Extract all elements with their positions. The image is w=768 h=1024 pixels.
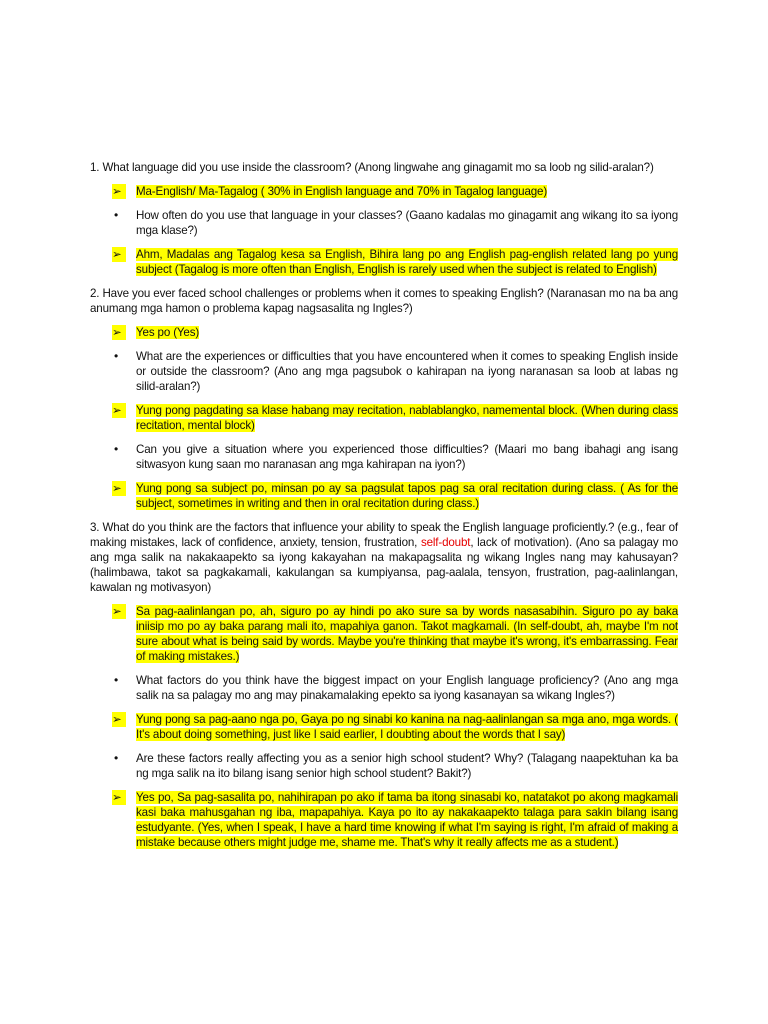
answer-item <box>90 184 678 199</box>
sub-question-item <box>90 208 678 238</box>
round-bullet-icon: • <box>114 208 119 222</box>
question-3 <box>90 520 678 595</box>
question-3-text-b: , lack of motivation). (Ano sa palagay mo ang mga salik na nakakaapekto sa iyong kakayahan na makapagsalita ng wikang Ingles nang may kahusayan? (halimbawa, takot sa pagkakamali, kakulangan sa kumpiyansa, pag-aalala, tensyon, frustration, pag-aalinlangan, kawalan ng motivasyon) <box>90 536 678 594</box>
arrowhead-bullet-icon: ➢ <box>112 790 126 805</box>
round-bullet-icon: • <box>114 673 119 687</box>
question-2: 2. Have you ever faced school challenges or problems when it comes to speaking English? (Naranasan mo na ba ang anumang mga hamon o problema kapag nagsasalita ng Ingles?) <box>90 287 678 315</box>
sub-question-text: What factors do you think have the biggest impact on your English language proficiency? (Ano ang mga salik na sa palagay mo ang may pinakamalaking epekto sa iyong kasanayan sa wikang Ingles?) <box>136 674 678 702</box>
answer-item <box>90 604 678 664</box>
question-3-text-a: 3. What do you think are the factors that influence your ability to speak the English language proficiently.? (e.g., fear of making mistakes, lack of confidence, anxiety, tension, frustration, <box>90 521 678 549</box>
arrowhead-bullet-icon: ➢ <box>112 403 126 418</box>
arrowhead-bullet-icon: ➢ <box>112 481 126 496</box>
sub-question-text: How often do you use that language in your classes? (Gaano kadalas mo ginagamit ang wikang ito sa iyong mga klase?) <box>136 209 678 237</box>
sub-question-text: What are the experiences or difficulties that you have encountered when it comes to speaking English inside or outside the classroom? (Ano ang mga pagsubok o kahirapan na iyong naranasan sa loob at labas ng silid-aralan?) <box>136 350 678 393</box>
answer-item <box>90 712 678 742</box>
answer-text: Ma-English/ Ma-Tagalog ( 30% in English language and 70% in Tagalog language) <box>136 185 548 198</box>
arrowhead-bullet-icon: ➢ <box>112 325 126 340</box>
answer-text: Yung pong sa subject po, minsan po ay sa pagsulat tapos pag sa oral recitation during class. ( As for the subject, sometimes in writing and then in oral recitation during class.) <box>136 482 678 510</box>
answer-text: Yes po, Sa pag-sasalita po, nahihirapan po ako if tama ba itong sinasabi ko, natatakot po akong magkamali kasi baka mahusgahan ng iba, mapapahiya. Kaya po ito ay nakakaapekto talaga para sakin bilang isang estudyante. (Yes, when I speak, I have a hard time knowing if what I'm saying is right, I'm afraid of making a mistake because others might judge me, shame me. That's why it really affects me as a student.) <box>136 791 678 849</box>
sub-question-text: Are these factors really affecting you as a senior high school student? Why? (Talagang naapektuhan ka ba ng mga salik na ito bilang isang senior high school student? Bakit?) <box>136 752 678 780</box>
sub-question-item <box>90 442 678 472</box>
arrowhead-bullet-icon: ➢ <box>112 604 126 619</box>
question-1: 1. What language did you use inside the classroom? (Anong lingwahe ang ginagamit mo sa loob ng silid-aralan?) <box>90 161 654 174</box>
arrowhead-bullet-icon: ➢ <box>112 712 126 727</box>
answer-item <box>90 247 678 277</box>
answer-item <box>90 403 678 433</box>
round-bullet-icon: • <box>114 442 119 456</box>
interview-transcript <box>90 160 678 859</box>
answer-text: Sa pag-aalinlangan po, ah, siguro po ay hindi po ako sure sa by words nasasabihin. Siguro po ay baka iniisip mo po ay baka parang mali ito, mapahiya ganon. Takot magkamali. (In self-doubt, ah, maybe I'm not sure about what is being said by words. Maybe you're thinking that maybe it's wrong, it's embarrassing. Fear of making mistakes.) <box>136 605 678 663</box>
answer-item <box>90 481 678 511</box>
answer-text: Yung pong sa pag-aano nga po, Gaya po ng sinabi ko kanina na nag-aalinlangan sa mga ano, mga words. ( It's about doing something, just like I said earlier, I doubting about the words that I say) <box>136 713 678 741</box>
answer-item <box>90 790 678 850</box>
sub-question-item <box>90 751 678 781</box>
answer-text: Ahm, Madalas ang Tagalog kesa sa English, Bihira lang po ang English pag-english related lang po yung subject (Tagalog is more often than English, English is rarely used when the subject is related to English) <box>136 248 678 276</box>
question-3-red-term: self-doubt <box>420 536 471 549</box>
arrowhead-bullet-icon: ➢ <box>112 247 126 262</box>
answer-text: Yung pong pagdating sa klase habang may recitation, nablablangko, namemental block. (When during class recitation, mental block) <box>136 404 678 432</box>
answer-item <box>90 325 678 340</box>
sub-question-item <box>90 349 678 394</box>
sub-question-item <box>90 673 678 703</box>
round-bullet-icon: • <box>114 349 119 363</box>
arrowhead-bullet-icon: ➢ <box>112 184 126 199</box>
round-bullet-icon: • <box>114 751 119 765</box>
sub-question-text: Can you give a situation where you experienced those difficulties? (Maari mo bang ibahagi ang isang sitwasyon kung saan mo naranasan ang mga kahirapan na iyon?) <box>136 443 678 471</box>
answer-text: Yes po (Yes) <box>136 326 200 339</box>
